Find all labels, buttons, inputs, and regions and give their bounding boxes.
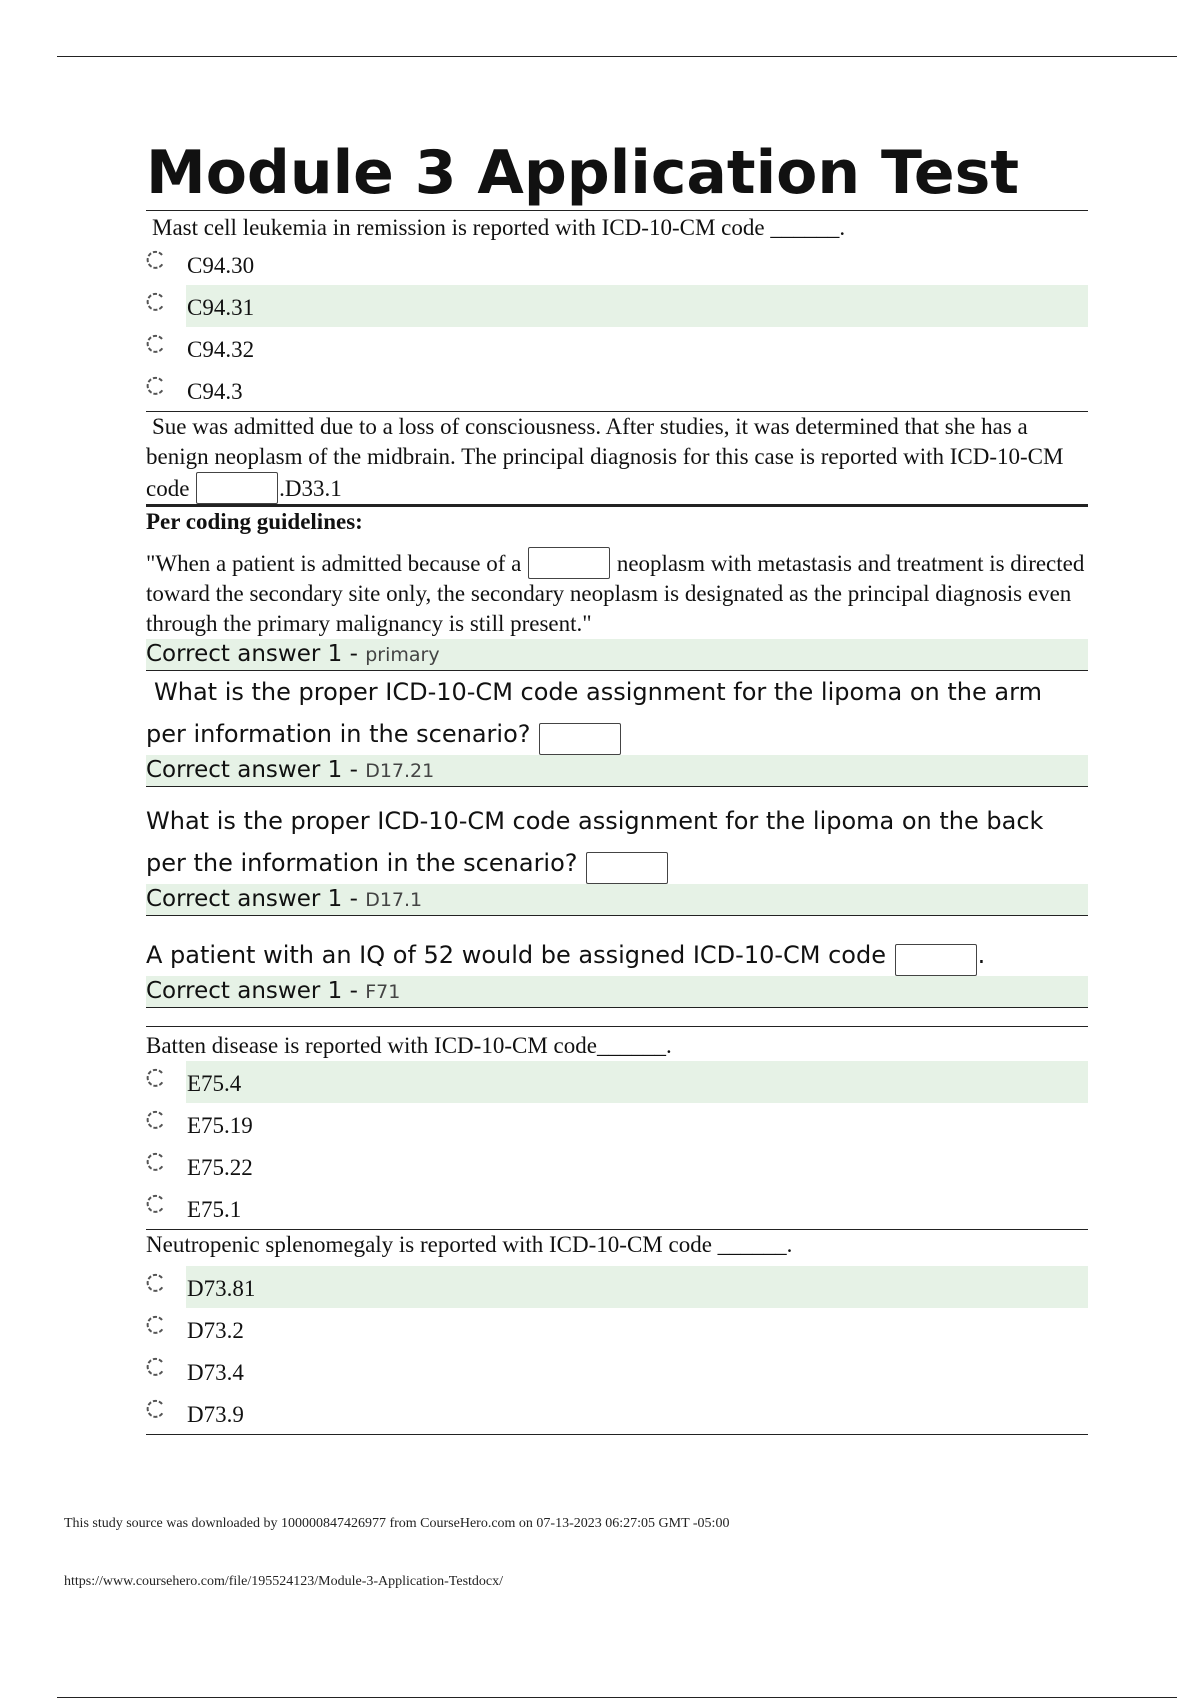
option-label: D73.9 bbox=[187, 1402, 244, 1427]
question-5-body: What is the proper ICD-10-CM code assignment for the lipoma on the back per the information in the scenario? bbox=[146, 807, 1044, 877]
correct-answer bbox=[146, 976, 1088, 1007]
question-8-options bbox=[146, 1266, 1088, 1434]
correct-answer-label: Correct answer 1 - bbox=[146, 757, 358, 783]
question-5-text bbox=[146, 787, 1088, 884]
question-3-after: neoplasm with metastasis and treatment is directed toward the secondary site only, the secondary neoplasm is designated as the principal diagnosis even through the primary malignancy is still present." bbox=[146, 551, 1085, 636]
radio-icon[interactable] bbox=[146, 249, 166, 269]
question-8-text: Neutropenic splenomegaly is reported with ICD-10-CM code ______. bbox=[146, 1232, 793, 1257]
question-3 bbox=[146, 507, 1088, 671]
option[interactable] bbox=[146, 1350, 1088, 1392]
option[interactable] bbox=[146, 243, 1088, 285]
question-4-body: What is the proper ICD-10-CM code assignment for the lipoma on the arm per information in the scenario? bbox=[146, 678, 1042, 748]
question-3-before: "When a patient is admitted because of a bbox=[146, 551, 522, 576]
question-6-after: . bbox=[977, 941, 986, 969]
page-title: Module 3 Application Test bbox=[146, 140, 1088, 211]
question-5 bbox=[146, 787, 1088, 916]
question-8 bbox=[146, 1230, 1088, 1435]
question-7-text: Batten disease is reported with ICD-10-CM code______. bbox=[146, 1033, 672, 1058]
radio-icon[interactable] bbox=[146, 1067, 166, 1087]
question-2-after: .D33.1 bbox=[279, 476, 342, 501]
download-notice: This study source was downloaded by 100000847426977 from CourseHero.com on 07-13-2023 06:27:05 GMT -05:00 bbox=[64, 1516, 730, 1531]
question-6 bbox=[146, 916, 1088, 1008]
option-label: C94.31 bbox=[187, 295, 255, 320]
correct-answer bbox=[146, 884, 1088, 915]
radio-icon[interactable] bbox=[146, 1272, 166, 1292]
radio-icon[interactable] bbox=[146, 333, 166, 353]
correct-answer bbox=[146, 639, 1088, 670]
radio-icon[interactable] bbox=[146, 1109, 166, 1129]
question-2-text bbox=[146, 412, 1088, 504]
question-7 bbox=[146, 1026, 1088, 1230]
answer-input[interactable] bbox=[539, 723, 621, 755]
option-selected[interactable] bbox=[146, 1266, 1088, 1308]
answer-input[interactable] bbox=[586, 852, 668, 884]
option-label: D73.2 bbox=[187, 1318, 244, 1343]
source-url[interactable]: https://www.coursehero.com/file/195524123/Module-3-Application-Testdocx/ bbox=[64, 1574, 504, 1589]
correct-answer-value: primary bbox=[365, 644, 440, 666]
radio-icon[interactable] bbox=[146, 1151, 166, 1171]
question-6-text bbox=[146, 916, 1088, 976]
radio-icon[interactable] bbox=[146, 1356, 166, 1376]
question-3-text bbox=[146, 547, 1088, 639]
top-rule bbox=[57, 56, 1177, 57]
correct-answer-value: D17.21 bbox=[365, 760, 435, 782]
option[interactable] bbox=[146, 369, 1088, 411]
option-selected[interactable] bbox=[146, 1061, 1088, 1103]
option-selected[interactable] bbox=[146, 285, 1088, 327]
correct-answer-value: F71 bbox=[365, 981, 401, 1003]
question-7-options bbox=[146, 1061, 1088, 1229]
answer-input[interactable] bbox=[528, 547, 610, 579]
question-1-text: Mast cell leukemia in remission is reported with ICD-10-CM code ______. bbox=[152, 215, 846, 240]
question-4 bbox=[146, 671, 1088, 787]
correct-answer-value: D17.1 bbox=[365, 889, 423, 911]
radio-icon[interactable] bbox=[146, 291, 166, 311]
question-3-heading: Per coding guidelines: bbox=[146, 509, 363, 534]
answer-input[interactable] bbox=[196, 472, 278, 504]
option-label: E75.4 bbox=[187, 1071, 242, 1096]
answer-input[interactable] bbox=[895, 944, 977, 976]
radio-icon[interactable] bbox=[146, 1314, 166, 1334]
question-1 bbox=[146, 211, 1088, 412]
question-6-body: A patient with an IQ of 52 would be assigned ICD-10-CM code bbox=[146, 941, 886, 969]
question-1-options bbox=[146, 243, 1088, 411]
option-label: D73.81 bbox=[187, 1276, 256, 1301]
radio-icon[interactable] bbox=[146, 1193, 166, 1213]
radio-icon[interactable] bbox=[146, 375, 166, 395]
option-label: E75.1 bbox=[187, 1197, 242, 1222]
bottom-rule bbox=[57, 1697, 1177, 1698]
question-4-text bbox=[146, 671, 1088, 755]
test-content bbox=[146, 140, 1088, 1435]
option[interactable] bbox=[146, 1145, 1088, 1187]
option[interactable] bbox=[146, 1392, 1088, 1434]
option[interactable] bbox=[146, 1103, 1088, 1145]
correct-answer bbox=[146, 755, 1088, 786]
option[interactable] bbox=[146, 1308, 1088, 1350]
option-label: C94.30 bbox=[187, 253, 255, 278]
option-label: D73.4 bbox=[187, 1360, 244, 1385]
correct-answer-label: Correct answer 1 - bbox=[146, 641, 358, 667]
option[interactable] bbox=[146, 327, 1088, 369]
option-label: C94.32 bbox=[187, 337, 255, 362]
question-2 bbox=[146, 412, 1088, 507]
correct-answer-label: Correct answer 1 - bbox=[146, 886, 358, 912]
question-2-body: Sue was admitted due to a loss of consciousness. After studies, it was determined that she has a benign neoplasm of the midbrain. The principal diagnosis for this case is reported with ICD-10-CM code bbox=[146, 414, 1064, 501]
option[interactable] bbox=[146, 1187, 1088, 1229]
radio-icon[interactable] bbox=[146, 1398, 166, 1418]
option-label: C94.3 bbox=[187, 379, 243, 404]
option-label: E75.19 bbox=[187, 1113, 253, 1138]
option-label: E75.22 bbox=[187, 1155, 253, 1180]
correct-answer-label: Correct answer 1 - bbox=[146, 978, 358, 1004]
